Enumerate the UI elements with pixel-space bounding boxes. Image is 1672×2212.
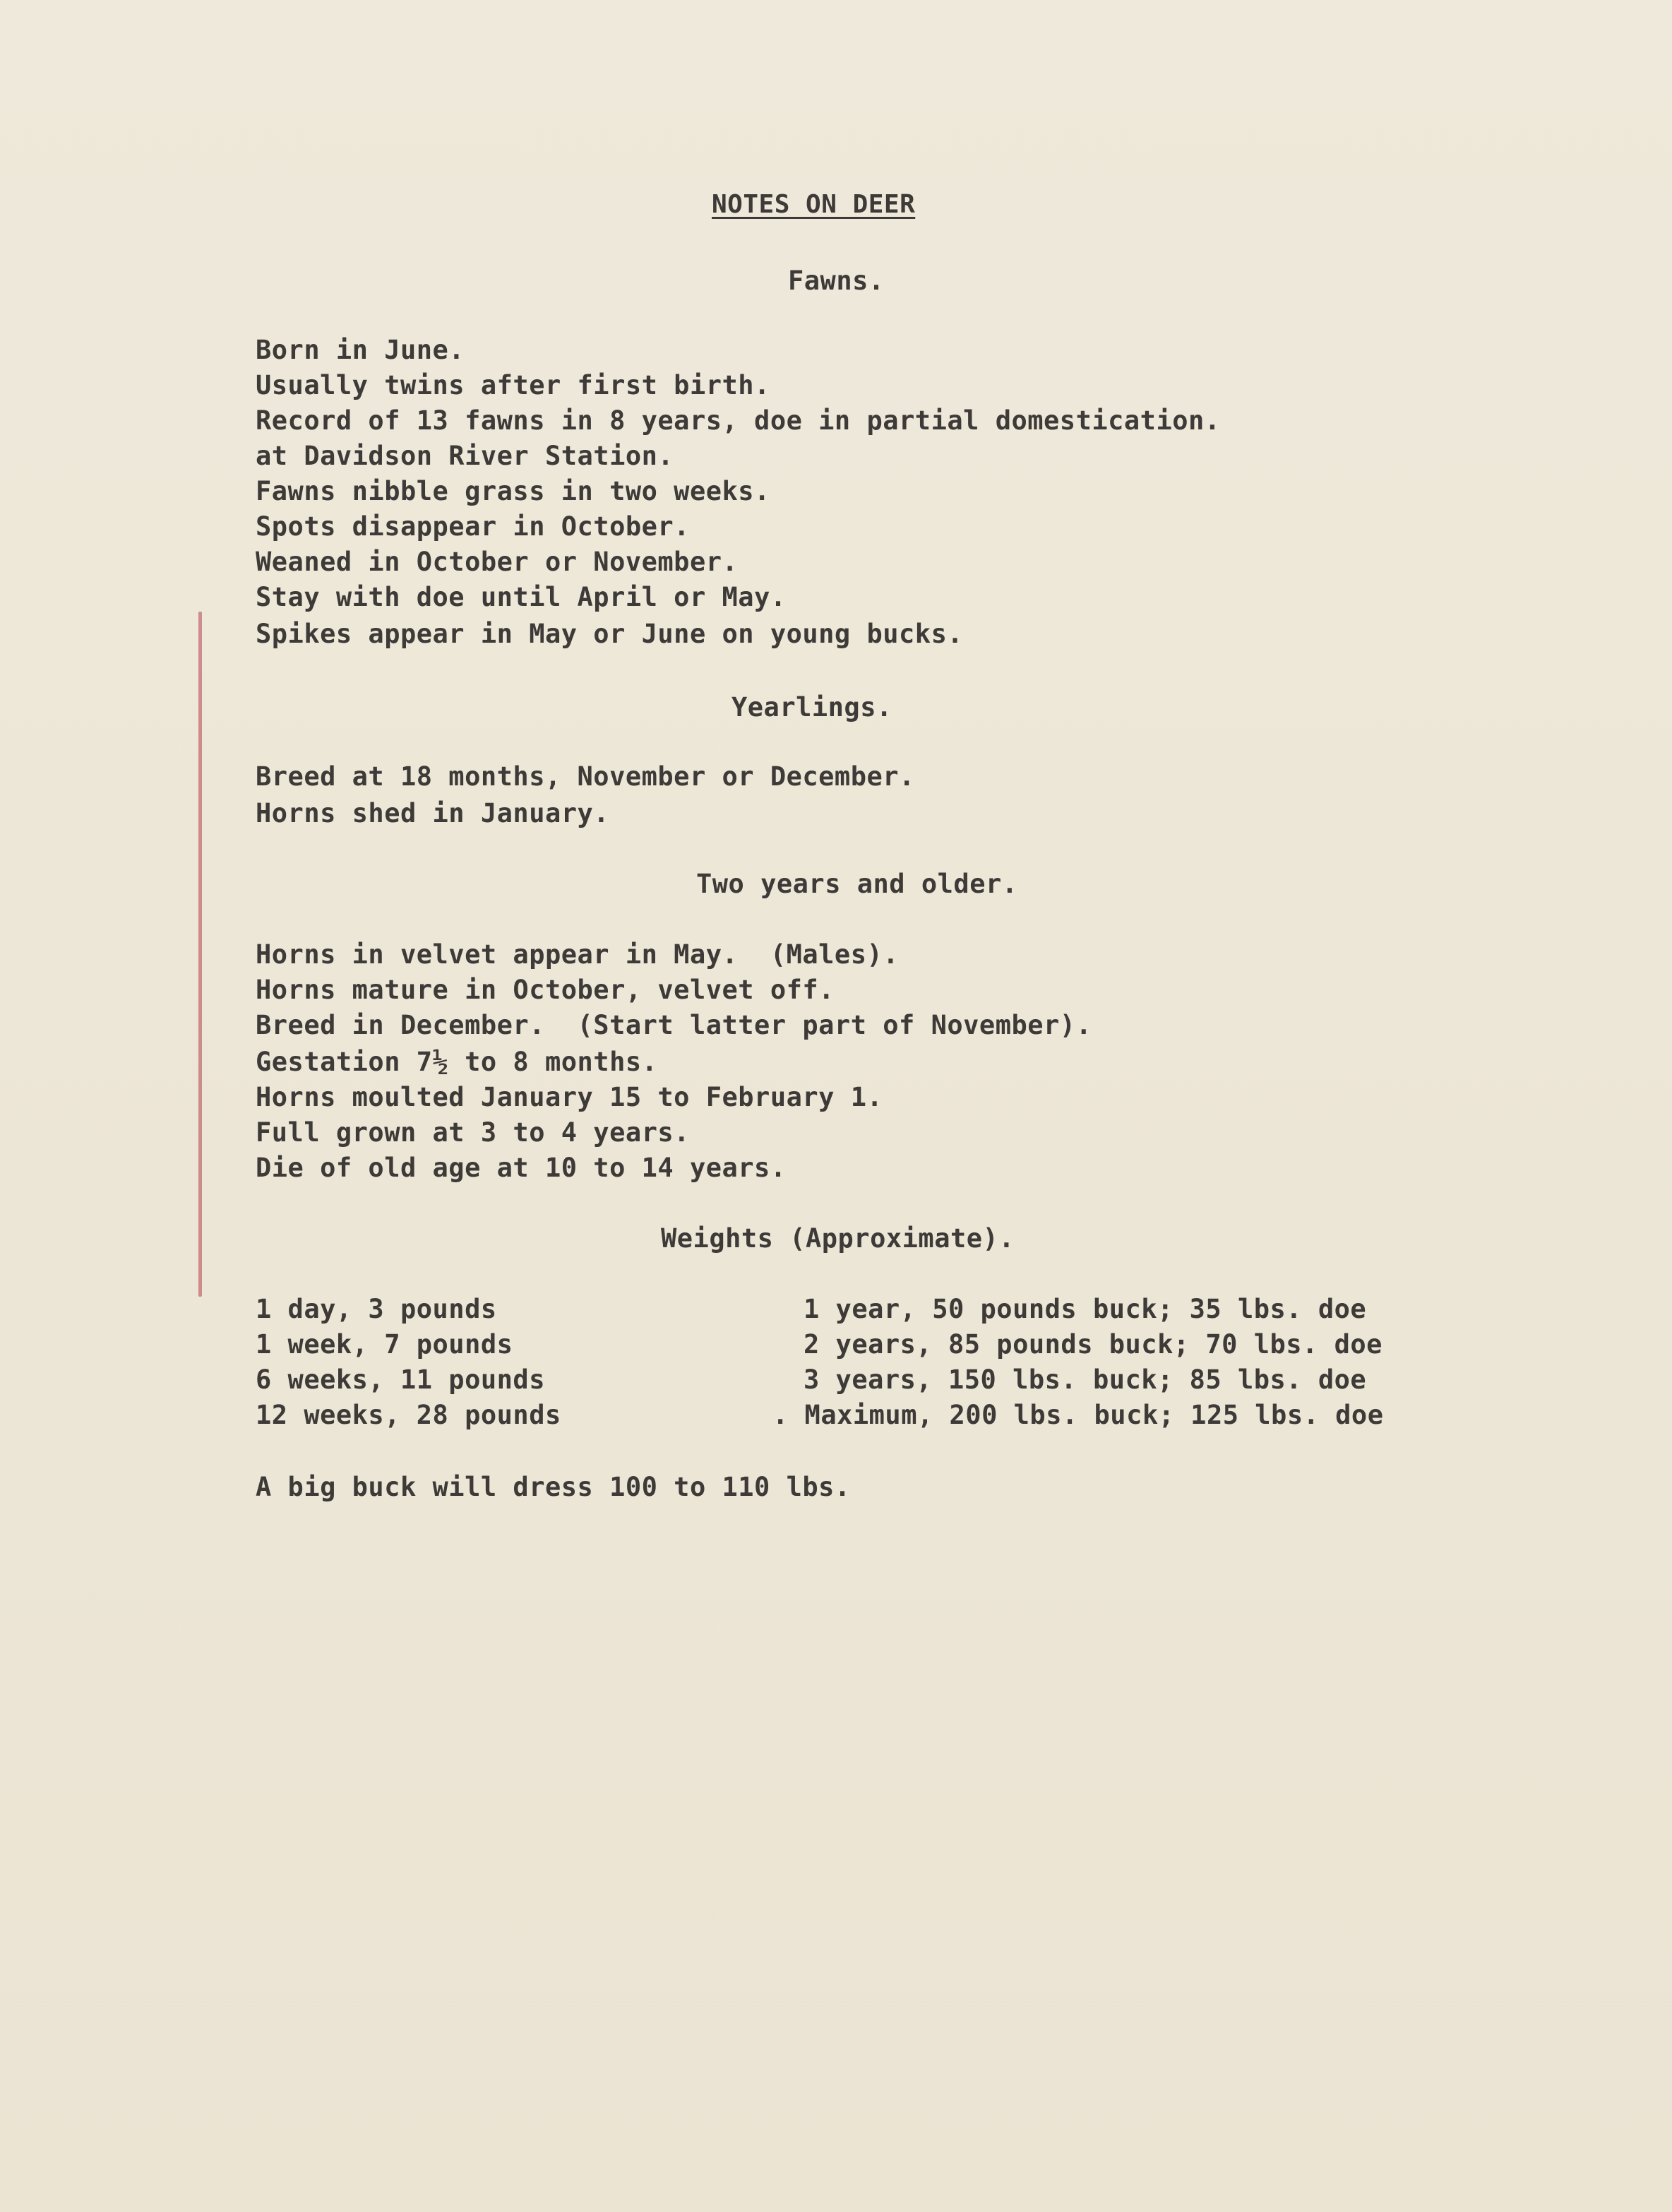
fawns-item-6: Spots disappear in October.: [256, 511, 690, 542]
fawns-item-9: Spikes appear in May or June on young bucks.: [256, 619, 964, 649]
page-title: NOTES ON DEER: [712, 190, 916, 219]
weights-right-3: 3 years, 150 lbs. buck; 85 lbs. doe: [804, 1364, 1367, 1395]
fawns-item-5: Fawns nibble grass in two weeks.: [256, 476, 770, 506]
fawns-item-7: Weaned in October or November.: [256, 547, 739, 577]
section-heading-two-years: Two years and older.: [696, 869, 1018, 899]
weights-left-4: 12 weeks, 28 pounds: [256, 1400, 561, 1430]
section-heading-weights: Weights (Approximate).: [661, 1223, 1015, 1254]
section-heading-fawns: Fawns.: [788, 266, 885, 296]
older-item-7: Die of old age at 10 to 14 years.: [256, 1153, 787, 1183]
weights-right-1: 1 year, 50 pounds buck; 35 lbs. doe: [804, 1294, 1367, 1324]
fawns-item-2: Usually twins after first birth.: [256, 370, 770, 400]
fawns-item-4: at Davidson River Station.: [256, 441, 674, 471]
fawns-item-3: Record of 13 fawns in 8 years, doe in partial domestication.: [256, 405, 1221, 436]
weights-left-1: 1 day, 3 pounds: [256, 1294, 497, 1324]
weights-left-3: 6 weeks, 11 pounds: [256, 1364, 545, 1395]
older-item-1: Horns in velvet appear in May. (Males).: [256, 939, 900, 970]
older-item-6: Full grown at 3 to 4 years.: [256, 1117, 690, 1148]
footer-note: A big buck will dress 100 to 110 lbs.: [256, 1472, 851, 1502]
older-item-2: Horns mature in October, velvet off.: [256, 975, 835, 1005]
older-item-3: Breed in December. (Start latter part of November).: [256, 1010, 1092, 1040]
yearlings-item-2: Horns shed in January.: [256, 798, 610, 828]
weights-left-2: 1 week, 7 pounds: [256, 1329, 513, 1360]
fawns-item-8: Stay with doe until April or May.: [256, 582, 787, 612]
older-item-5: Horns moulted January 15 to February 1.: [256, 1082, 883, 1112]
weights-right-2: 2 years, 85 pounds buck; 70 lbs. doe: [804, 1329, 1383, 1360]
weights-right-4: . Maximum, 200 lbs. buck; 125 lbs. doe: [772, 1400, 1384, 1430]
red-margin-line: [198, 612, 202, 1297]
yearlings-item-1: Breed at 18 months, November or December.: [256, 761, 915, 792]
older-item-4: Gestation 7½ to 8 months.: [256, 1047, 658, 1077]
section-heading-yearlings: Yearlings.: [732, 692, 892, 723]
fawns-item-1: Born in June.: [256, 335, 465, 365]
